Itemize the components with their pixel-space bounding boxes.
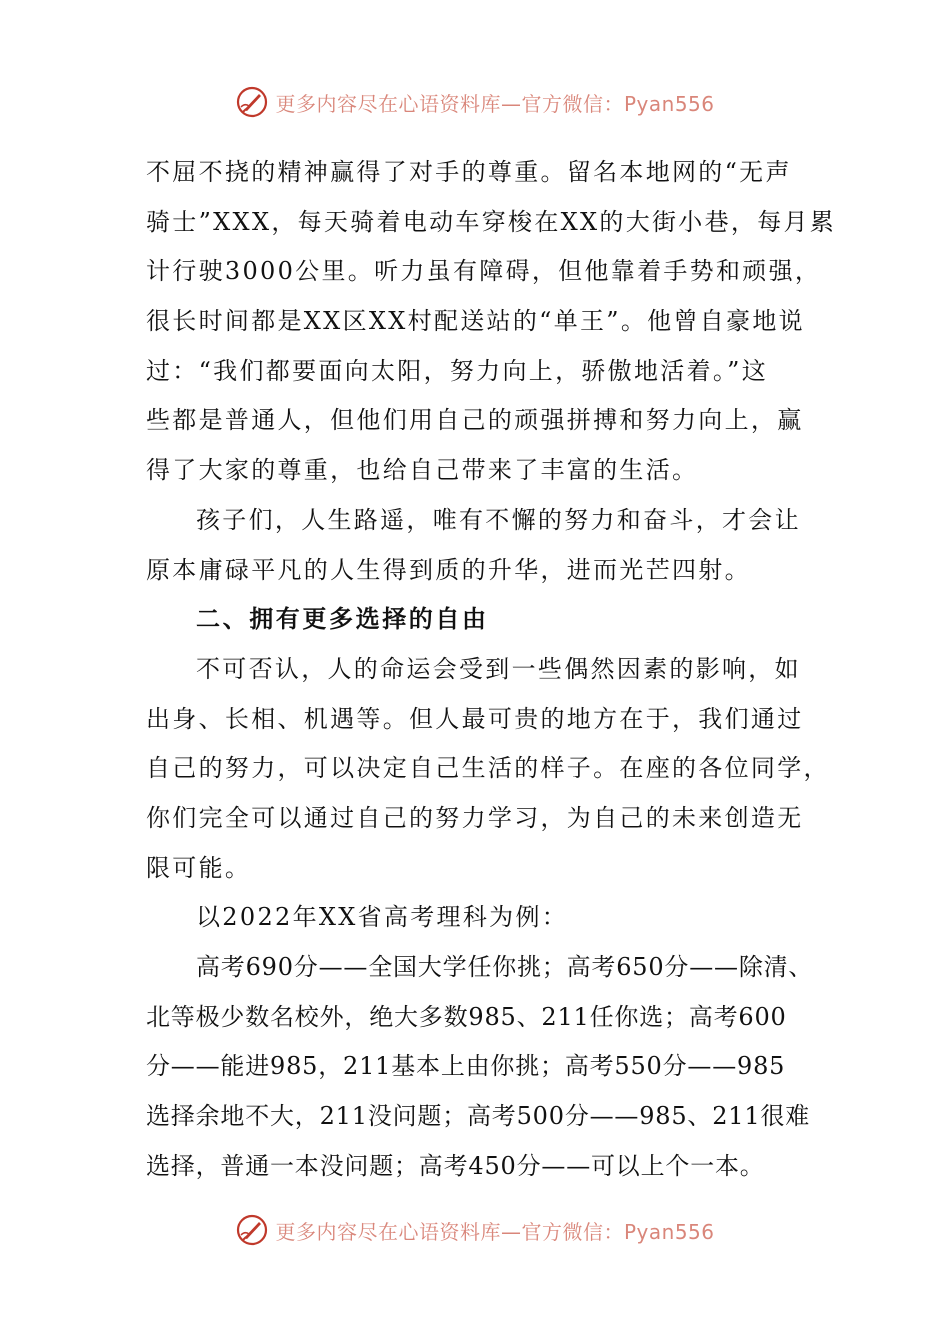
paragraph-line: 高考690分——全国大学任你挑；高考650分——除清、: [196, 953, 814, 981]
paragraph-line: 选择，普通一本没问题；高考450分——可以上个一本。: [146, 1151, 765, 1180]
quill-logo-icon: [235, 1213, 269, 1247]
watermark-wechat-id: Pyan556: [623, 1219, 715, 1244]
paragraph-line: 选择余地不大，211没问题；高考500分——985、211很难: [146, 1102, 811, 1131]
paragraph-line: 以2022年XX省高考理科为例：: [196, 903, 569, 932]
paragraph-line: 自己的努力，可以决定自己生活的样子。在座的各位同学，: [146, 754, 830, 783]
paragraph-line: 得了大家的尊重，也给自己带来了丰富的生活。: [146, 456, 699, 485]
paragraph-line: 出身、长相、机遇等。但人最可贵的地方在于，我们通过: [146, 704, 804, 733]
paragraph-line: 北等极少数名校外，绝大多数985、211任你选；高考600: [146, 1002, 787, 1031]
paragraph-line: 你们完全可以通过自己的努力学习，为自己的未来创造无: [146, 803, 804, 832]
quill-logo-icon: [235, 85, 269, 119]
watermark-text: 更多内容尽在心语资料库—官方微信：: [275, 1219, 624, 1244]
paragraph-line: 分——能进985，211基本上由你挑；高考550分——985: [146, 1052, 786, 1081]
paragraph-line: 计行驶3000公里。听力虽有障碍，但他靠着手势和顽强，: [146, 257, 822, 286]
paragraph-line: 原本庸碌平凡的人生得到质的升华，进而光芒四射。: [146, 555, 751, 584]
paragraph-line: 很长时间都是XX区XX村配送站的“单王”。他曾自豪地说: [146, 307, 805, 336]
watermark-text: 更多内容尽在心语资料库—官方微信：: [275, 91, 624, 116]
footer-watermark: [0, 1210, 950, 1250]
paragraph-line: 不可否认，人的命运会受到一些偶然因素的影响，如: [196, 654, 801, 683]
paragraph-line: 孩子们，人生路遥，唯有不懈的努力和奋斗，才会让: [196, 505, 801, 534]
paragraph-line: 限可能。: [146, 853, 252, 882]
watermark-wechat-id: Pyan556: [623, 91, 715, 116]
paragraph-line: 不屈不挠的精神赢得了对手的尊重。留名本地网的“无声: [146, 158, 792, 186]
paragraph-line: 骑士”XXX，每天骑着电动车穿梭在XX的大街小巷，每月累: [146, 207, 837, 236]
section-heading: 二、拥有更多选择的自由: [196, 605, 489, 634]
document-body: [146, 148, 846, 1191]
paragraph-line: 些都是普通人，但他们用自己的顽强拼搏和努力向上，赢: [146, 406, 804, 435]
header-watermark: [0, 82, 950, 122]
paragraph-line: 过：“我们都要面向太阳，努力向上，骄傲地活着。”这: [146, 356, 769, 385]
